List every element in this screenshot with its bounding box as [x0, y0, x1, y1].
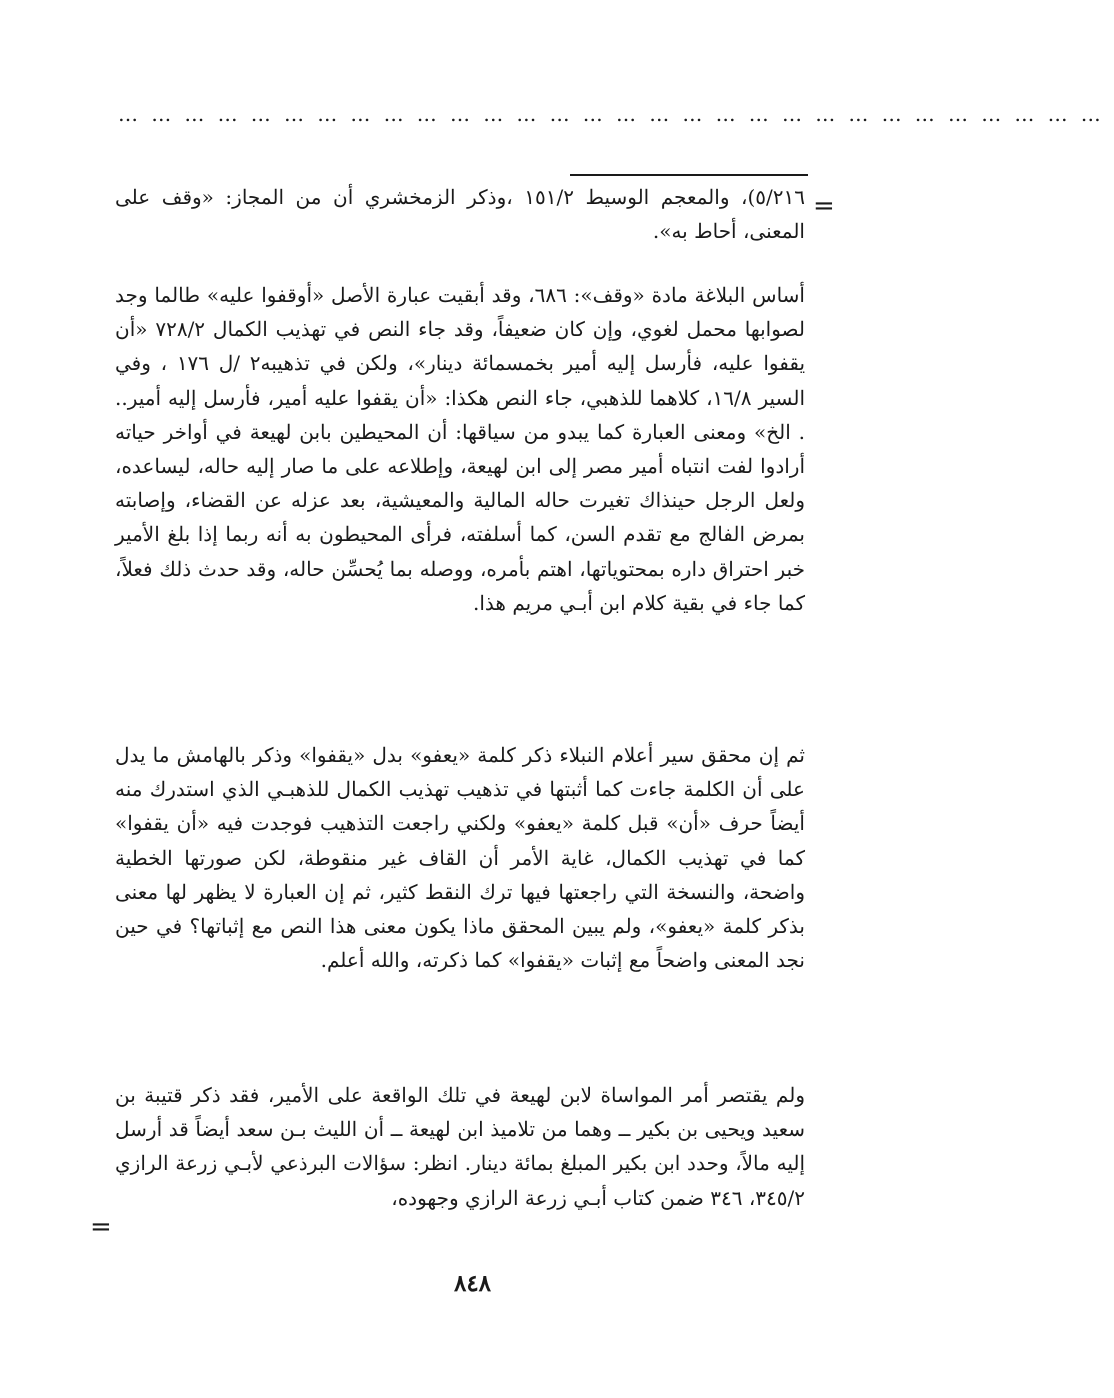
footnote-text: أساس البلاغة مادة «وقف»: ٦٨٦، وقد أبقيت عبارة الأصل «أوقفوا عليه» طالما وجد لصوابها محمل لغوي، وإن كان ضعيفاً، وقد جاء النص في تهذيب الكمال ٧٢٨/٢ «أن يقفوا عليه، فأرسل إليه أمير بخمسمائة دينار»، ولكن في تذهيبه٢ /ل ١٧٦ ، وفي السير ١٦/٨، كلاهما للذهبي، جاء النص هكذا: «أن يقفوا عليه أمير، فأرسل إليه أمير.. . الخ» ومعنى العبارة كما يبدو من سياقها: أن المحيطين بابن لهيعة في أواخر حياته أرادوا لفت انتباه أمير مصر إلى ابن لهيعة، وإطلاعه على ما صار إليه حاله، ليساعده، ولعل الرجل حينذاك تغيرت حاله المالية والمعيشية، بعد عزله عن القضاء، وإصابته بمرض الفالج مع تقدم السن، كما أسلفته، فرأى المحيطون به أنه ربما إذا بلغ الأمير خبر احتراق داره بمحتوياتها، اهتم بأمره، ووصله بما يُحسِّن حاله، وقد حدث ذلك فعلاً، كما جاء في بقية كلام ابن أبـي مريم هذا. [115, 283, 806, 615]
footnote-text: ثم إن محقق سير أعلام النبلاء ذكر كلمة «يعفو» بدل «يقفوا» وذكر بالهامش ما يدل على أن الكلمة جاءت كما أثبتها في تذهيب تهذيب الكمال للذهبـي الذي استدرك منه أيضاً حرف «أن» قبل كلمة «يعفو» ولكني راجعت التذهيب فوجدت فيه «أن يقفوا» كما في تهذيب الكمال، غاية الأمر أن القاف غير منقوطة، لكن صورتها الخطية واضحة، والنسخة التي راجعتها فيها ترك النقط كثير، ثم إن العبارة لا يظهر لها معنى بذكر كلمة «يعفو»، ولم يبين المحقق ماذا يكون معنى هذا النص مع إثباتها؟ في حين نجد المعنى واضحاً مع إثبات «يقفوا» كما ذكرته، والله أعلم. [115, 743, 805, 973]
footnote-text: ٥/٢١٦)، والمعجم الوسيط ١٥١/٢ ،وذكر الزمخشري أن من المجاز: «وقف على المعنى، أحاط به». [115, 185, 805, 244]
continuation-mark-top: = [813, 191, 835, 221]
footnote-paragraph-3 [115, 738, 805, 977]
continuation-mark-bottom: = [90, 1212, 112, 1242]
footnote-paragraph-4 [115, 1078, 805, 1215]
footnote-text: ولم يقتصر أمر المواساة لابن لهيعة في تلك الواقعة على الأمير، فقد ذكر قتيبة بن سعيد ويحيى بن بكير ــ وهما من تلاميذ ابن لهيعة ــ أن الليث بـن سعد أيضاً قد أرسل إليه مالاً، وحدد ابن بكير المبلغ بمائة دينار. انظر: سؤالات البرذعي لأبـي زرعة الرازي ٣٤٥/٢، ٣٤٦ ضمن كتاب أبـي زرعة الرازي وجهوده، [115, 1083, 805, 1210]
footnote-rule [570, 174, 808, 176]
separator-dots: ……………………………………………………………………………… [118, 102, 1114, 126]
footnote-paragraph-2 [115, 278, 805, 620]
page-number: ٨٤٨ [453, 1270, 492, 1297]
footnote-paragraph-1 [115, 180, 805, 248]
